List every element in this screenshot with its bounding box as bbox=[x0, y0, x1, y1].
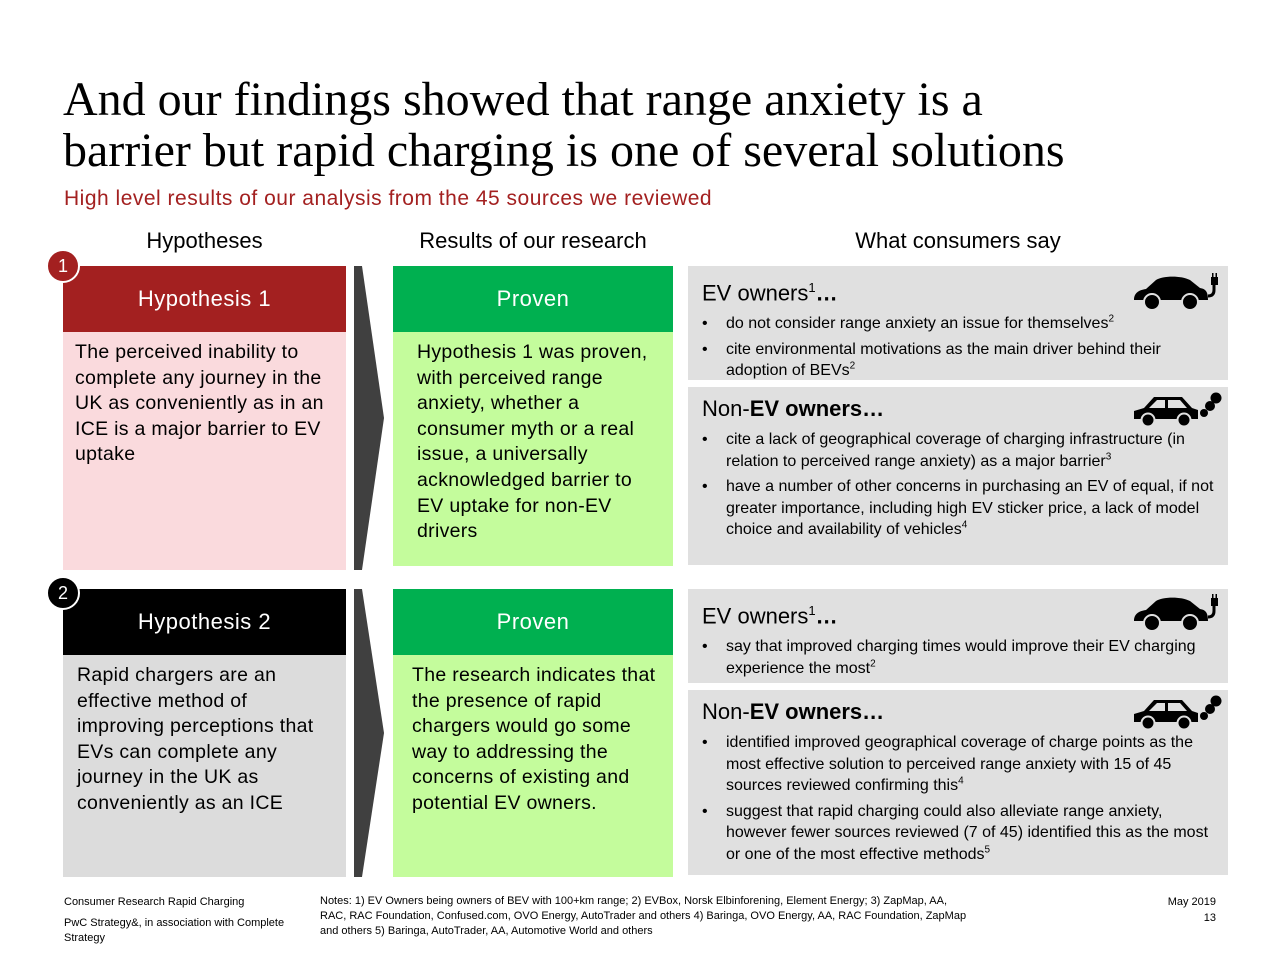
footer-notes: Notes: 1) EV Owners being owners of BEV with 100+km range; 2) EVBox, Norsk Elbinforening, Element Energy; 3) ZapMap, AA, RAC, RAC Foundation, Confused.com, OVO Energy, AutoTrader and others 4) Baringa, OVO Energy, AA, RAC Foundation, ZapMap and others 5) Baringa, AutoTrader, AA, Automotive World and others bbox=[320, 895, 967, 937]
footer-left bbox=[64, 895, 294, 946]
electric-car-icon bbox=[1132, 272, 1222, 318]
hypothesis-2-badge: 2 bbox=[46, 576, 80, 610]
list-item: • cite environmental motivations as the main driver behind their adoption of BEVs$^2$ bbox=[702, 339, 1216, 382]
non-ev-owners-title: Non-EV owners… bbox=[702, 699, 885, 724]
footer-date: May 2019 bbox=[1167, 896, 1216, 908]
list-item: • do not consider range anxiety an issue for themselves$^2$ bbox=[702, 313, 1216, 335]
result-2-text: The research indicates that the presence of rapid chargers would go some way to addressing the concerns of existing and potential EV owners. bbox=[393, 655, 673, 877]
column-header-consumers: What consumers say bbox=[855, 228, 1061, 253]
chevron-arrow-icon bbox=[354, 589, 386, 877]
list-item: • suggest that rapid charging could also alleviate range anxiety, however fewer sources reviewed (7 of 45) identified this as the most or one of the most effective methods$^5$ bbox=[702, 801, 1216, 866]
ev-owners-box-2 bbox=[688, 589, 1228, 683]
hypothesis-2-header: Hypothesis 2 bbox=[63, 589, 346, 655]
page-subtitle: High level results of our analysis from the 45 sources we reviewed bbox=[64, 187, 713, 210]
electric-car-icon bbox=[1132, 593, 1222, 639]
ev-owners-box-1 bbox=[688, 266, 1228, 380]
result-1-text: Hypothesis 1 was proven, with perceived range anxiety, whether a consumer myth or a real issue, a universally acknowledged barrier to EV uptake for non-EV drivers bbox=[393, 332, 673, 566]
hypothesis-1-header: Hypothesis 1 bbox=[63, 266, 346, 332]
page-title bbox=[63, 74, 1243, 176]
list-item: • cite a lack of geographical coverage of charging infrastructure (in relation to perceived range anxiety) as a major barrier$^3$ bbox=[702, 429, 1216, 472]
chevron-arrow-icon bbox=[354, 266, 386, 570]
column-header-results: Results of our research bbox=[419, 228, 647, 253]
column-header-hypotheses: Hypotheses bbox=[146, 228, 263, 253]
ev-owners-title: EV owners$^1$… bbox=[702, 280, 838, 306]
page-title-line-2: barrier but rapid charging is one of several solutions bbox=[63, 124, 1065, 177]
list-item: • identified improved geographical coverage of charge points as the most effective solution to perceived range anxiety with 15 of 45 sources reviewed confirming this$^4$ bbox=[702, 732, 1216, 797]
non-ev-owners-box-1 bbox=[688, 387, 1228, 565]
page-number: 13 bbox=[1203, 912, 1216, 924]
result-1-header: Proven bbox=[393, 266, 673, 332]
page-title-line-1: And our findings showed that range anxiety is a bbox=[63, 73, 983, 126]
footer-right bbox=[1120, 895, 1216, 926]
footer-document-title: Consumer Research Rapid Charging bbox=[64, 896, 245, 908]
result-2-header: Proven bbox=[393, 589, 673, 655]
non-ev-owners-title: Non-EV owners… bbox=[702, 396, 885, 421]
non-ev-owners-box-2 bbox=[688, 690, 1228, 875]
ev-owners-title: EV owners$^1$… bbox=[702, 603, 838, 629]
hypothesis-2-text: Rapid chargers are an effective method of improving perceptions that EVs can complete any journey in the UK as conveniently as an ICE bbox=[63, 655, 346, 877]
list-item: • say that improved charging times would improve their EV charging experience the most$^2$ bbox=[702, 636, 1216, 679]
list-item: • have a number of other concerns in purchasing an EV of equal, if not greater importance, including high EV sticker price, a lack of model choice and availability of vehicles$^4$ bbox=[702, 476, 1216, 541]
hypothesis-1-text: The perceived inability to complete any journey in the UK as conveniently as in an ICE is a major barrier to EV uptake bbox=[63, 332, 346, 570]
footer-authors: PwC Strategy&, in association with Complete Strategy bbox=[64, 917, 285, 944]
hypothesis-1-badge: 1 bbox=[46, 249, 80, 283]
